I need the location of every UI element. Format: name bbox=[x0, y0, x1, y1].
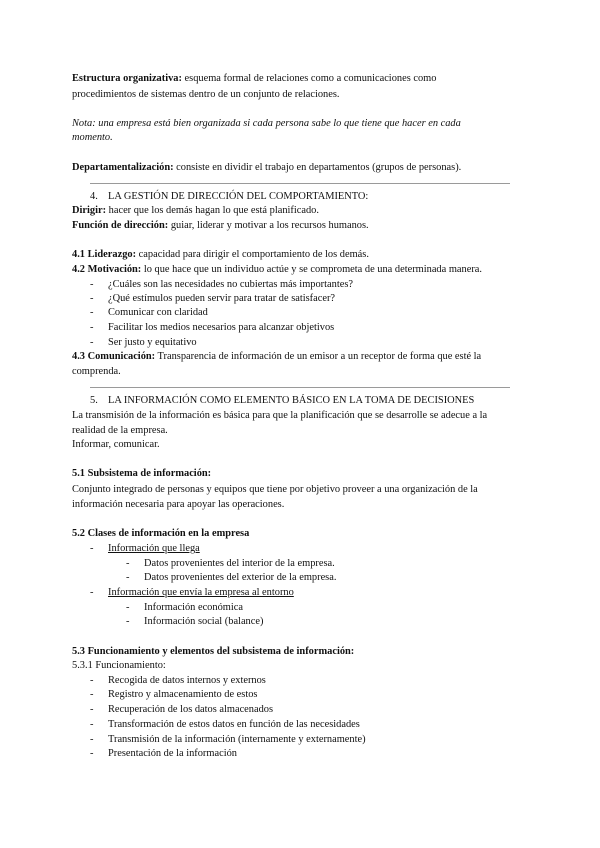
section-5-divider bbox=[90, 387, 510, 388]
nota-line-2: momento. bbox=[72, 132, 113, 143]
section-4-heading: LA GESTIÓN DE DIRECCIÓN DEL COMPORTAMIENTO: bbox=[108, 191, 369, 202]
funcionamiento-item: Recuperación de los datos almacenados bbox=[108, 704, 274, 715]
bullet-dash: - bbox=[90, 719, 94, 730]
departamentalizacion-text: consiste en dividir el trabajo en departamentos (grupos de personas). bbox=[173, 162, 462, 173]
motivacion-bullet: Comunicar con claridad bbox=[108, 307, 208, 318]
section-5-intro-3: Informar, comunicar. bbox=[72, 439, 160, 450]
bullet-dash: - bbox=[90, 307, 94, 318]
bullet-dash: - bbox=[126, 558, 130, 569]
bullet-dash: - bbox=[126, 616, 130, 627]
section-5-intro-1: La transmisión de la información es básica para que la planificación que se desarrolle se adecue a la bbox=[72, 410, 488, 421]
motivacion-bullet: Ser justo y equitativo bbox=[108, 337, 197, 348]
section-5-number: 5. bbox=[90, 395, 98, 406]
dirigir-text: hacer que los demás hagan lo que está planificado. bbox=[106, 205, 319, 216]
nota-line-1: Nota: una empresa está bien organizada si cada persona sabe lo que tiene que hacer en cada bbox=[72, 118, 461, 129]
comunicacion-line-2: comprenda. bbox=[72, 366, 121, 377]
motivacion-bullet: Facilitar los medios necesarios para alcanzar objetivos bbox=[108, 322, 335, 333]
funcionamiento-item: Recogida de datos internos y externos bbox=[108, 675, 266, 686]
section-4-divider bbox=[90, 183, 510, 184]
comunicacion-line-1 bbox=[72, 350, 481, 364]
info-que-envia-sub: Información social (balance) bbox=[144, 616, 264, 627]
dirigir-term: Dirigir: bbox=[72, 205, 107, 216]
motivacion-line bbox=[72, 263, 482, 277]
funcionamiento-item: Transmisión de la información (internamente y externamente) bbox=[108, 734, 366, 745]
bullet-dash: - bbox=[90, 337, 94, 348]
liderazgo-text: capacidad para dirigir el comportamiento de los demás. bbox=[136, 249, 369, 260]
section-5-heading: LA INFORMACIÓN COMO ELEMENTO BÁSICO EN LA TOMA DE DECISIONES bbox=[108, 395, 475, 406]
bullet-dash: - bbox=[90, 293, 94, 304]
bullet-dash: - bbox=[90, 322, 94, 333]
comunicacion-text-1: Transparencia de información de un emisor a un receptor de forma que esté la bbox=[155, 351, 482, 362]
bullet-dash: - bbox=[90, 543, 94, 554]
bullet-dash: - bbox=[126, 572, 130, 583]
liderazgo-term: 4.1 Liderazgo: bbox=[72, 249, 137, 260]
section-4-number: 4. bbox=[90, 191, 98, 202]
subsection-5-3-title bbox=[72, 645, 354, 659]
subsection-5-1-text-1: Conjunto integrado de personas y equipos que tiene por objetivo proveer a una organización de la bbox=[72, 484, 478, 495]
funcionamiento-item: Presentación de la información bbox=[108, 748, 237, 759]
estructura-line-1 bbox=[72, 72, 436, 86]
bullet-dash: - bbox=[90, 279, 94, 290]
liderazgo-line bbox=[72, 248, 369, 262]
departamentalizacion-line bbox=[72, 161, 461, 175]
info-que-envia-sub: Información económica bbox=[144, 602, 243, 613]
comunicacion-term: 4.3 Comunicación: bbox=[72, 351, 156, 362]
estructura-term: Estructura organizativa: bbox=[72, 73, 182, 84]
funcionamiento-item: Registro y almacenamiento de estos bbox=[108, 689, 258, 700]
subsection-5-2-title-text: 5.2 Clases de información en la empresa bbox=[72, 528, 250, 539]
subsection-5-3-1-title: 5.3.1 Funcionamiento: bbox=[72, 660, 166, 671]
bullet-dash: - bbox=[90, 675, 94, 686]
subsection-5-1-title-text: 5.1 Subsistema de información: bbox=[72, 468, 212, 479]
subsection-5-1-title bbox=[72, 467, 211, 481]
info-que-envia-item: Información que envía la empresa al entorno bbox=[108, 587, 294, 598]
estructura-line-2: procedimientos de sistemas dentro de un conjunto de relaciones. bbox=[72, 89, 340, 100]
funcion-text: guiar, liderar y motivar a los recursos humanos. bbox=[168, 220, 369, 231]
bullet-dash: - bbox=[126, 602, 130, 613]
info-que-llega-sub: Datos provenientes del exterior de la empresa. bbox=[144, 572, 337, 583]
funcion-line bbox=[72, 219, 369, 233]
motivacion-term: 4.2 Motivación: bbox=[72, 264, 142, 275]
section-5-intro-2: realidad de la empresa. bbox=[72, 425, 168, 436]
dirigir-line bbox=[72, 204, 319, 218]
estructura-text-1: esquema formal de relaciones como a comunicaciones como bbox=[181, 73, 437, 84]
bullet-dash: - bbox=[90, 587, 94, 598]
motivacion-bullet: ¿Cuáles son las necesidades no cubiertas más importantes? bbox=[108, 279, 353, 290]
info-que-llega-sub: Datos provenientes del interior de la empresa. bbox=[144, 558, 335, 569]
funcion-term: Función de dirección: bbox=[72, 220, 169, 231]
bullet-dash: - bbox=[90, 748, 94, 759]
funcionamiento-item: Transformación de estos datos en función de las necesidades bbox=[108, 719, 360, 730]
departamentalizacion-term: Departamentalización: bbox=[72, 162, 174, 173]
bullet-dash: - bbox=[90, 734, 94, 745]
motivacion-text: lo que hace que un individuo actúe y se comprometa de una determinada manera. bbox=[141, 264, 483, 275]
subsection-5-3-title-text: 5.3 Funcionamiento y elementos del subsistema de información: bbox=[72, 646, 355, 657]
subsection-5-2-title bbox=[72, 527, 249, 541]
motivacion-bullet: ¿Qué estímulos pueden servir para tratar de satisfacer? bbox=[108, 293, 336, 304]
bullet-dash: - bbox=[90, 689, 94, 700]
info-que-llega-item: Información que llega bbox=[108, 543, 200, 554]
bullet-dash: - bbox=[90, 704, 94, 715]
subsection-5-1-text-2: información necesaria para apoyar las operaciones. bbox=[72, 499, 285, 510]
